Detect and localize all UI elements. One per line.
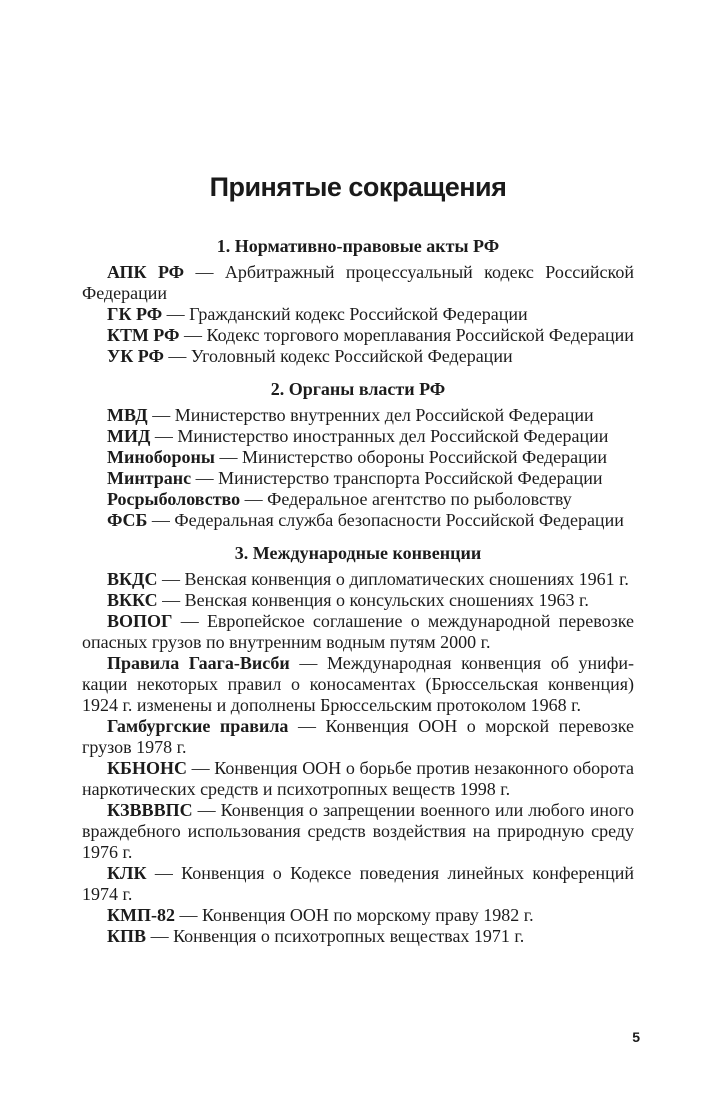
abbreviation-definition: Конвенция ООН по морскому праву 1982 г.	[202, 905, 534, 925]
abbreviation-definition: Венская конвенция о консульских сношениях 1963 г.	[184, 590, 589, 610]
abbreviation-entry	[82, 262, 634, 304]
em-dash: —	[168, 346, 187, 366]
em-dash: —	[195, 468, 214, 488]
em-dash: —	[180, 611, 199, 631]
abbreviation-definition: Министерство обороны Российской Федерации	[241, 447, 608, 467]
em-dash: —	[195, 262, 214, 282]
abbreviation-entry	[82, 653, 634, 716]
section-heading: 1. Нормативно-правовые акты РФ	[216, 236, 500, 256]
abbreviation-entry	[82, 758, 634, 800]
em-dash: —	[166, 304, 185, 324]
abbreviations-list	[82, 236, 634, 947]
abbreviation-term: ВККС	[107, 590, 158, 610]
page-number: 5	[632, 1029, 640, 1045]
abbreviation-entry	[82, 569, 634, 590]
abbreviation-definition: Министерство внутренних дел Российской Федерации	[174, 405, 594, 425]
em-dash: —	[150, 926, 169, 946]
abbreviation-term: КПВ	[107, 926, 147, 946]
abbreviation-entry	[82, 863, 634, 905]
abbreviation-term: ВОПОГ	[107, 611, 173, 631]
abbreviation-entry	[82, 905, 634, 926]
abbreviation-entry	[82, 510, 634, 531]
page-title: Принятые сокращения	[209, 172, 507, 202]
abbreviation-definition: Венская конвенция о дипломатических сношениях 1961 г.	[184, 569, 629, 589]
em-dash: —	[197, 800, 216, 820]
abbreviation-definition: Гражданский кодекс Российской Федерации	[189, 304, 528, 324]
abbreviation-term: КЗВВВПС	[107, 800, 193, 820]
abbreviation-term: Минобороны	[107, 447, 215, 467]
em-dash: —	[152, 405, 171, 425]
abbreviation-entry	[82, 926, 634, 947]
section	[82, 379, 634, 531]
abbreviation-term: Правила Гаага-Висби	[107, 653, 290, 673]
abbreviation-entry	[82, 468, 634, 489]
abbreviation-term: ГК РФ	[107, 304, 163, 324]
abbreviation-term: ФСБ	[107, 510, 148, 530]
em-dash: —	[183, 325, 202, 345]
section-heading: 3. Международные конвенции	[234, 543, 482, 563]
abbreviation-entry	[82, 611, 634, 653]
section	[82, 236, 634, 367]
em-dash: —	[297, 716, 316, 736]
abbreviation-entry	[82, 304, 634, 325]
em-dash: —	[161, 569, 180, 589]
abbreviation-entry	[82, 325, 634, 346]
abbreviation-term: УК РФ	[107, 346, 164, 366]
abbreviation-definition: Министерство иностранных дел Российской Федерации	[177, 426, 609, 446]
em-dash: —	[154, 426, 173, 446]
abbreviation-definition: Конвенция о запрещении военного или любого иного враждебного использования средств воздействия на природную среду 1976 г.	[82, 800, 634, 862]
abbreviation-entry	[82, 426, 634, 447]
abbreviation-term: АПК РФ	[107, 262, 185, 282]
abbreviation-definition: Европейское соглашение о международной перевозке опасных грузов по внутренним водным путям 2000 г.	[82, 611, 635, 652]
abbreviation-term: Росрыболовство	[107, 489, 241, 509]
abbreviation-definition: Министерство транспорта Российской Федерации	[218, 468, 603, 488]
em-dash: —	[162, 590, 181, 610]
em-dash: —	[219, 447, 238, 467]
em-dash: —	[299, 653, 318, 673]
abbreviation-term: КМП-82	[107, 905, 176, 925]
abbreviation-term: Гамбургские правила	[107, 716, 289, 736]
em-dash: —	[179, 905, 198, 925]
abbreviation-term: МВД	[107, 405, 148, 425]
abbreviation-definition: Уголовный кодекс Российской Федерации	[190, 346, 513, 366]
em-dash: —	[154, 863, 173, 883]
abbreviation-definition: Арбитражный процессуальный кодекс Российской Федерации	[82, 262, 634, 303]
abbreviation-definition: Международная конвенция об унификации некоторых правил о коносаментах (Брюссельская конвенция) 1924 г. изменены и дополнены Брюссельским протоколом 1968 г.	[82, 653, 635, 715]
abbreviation-definition: Конвенция ООН о борьбе против незаконного оборота наркотических средств и психотропных веществ 1998 г.	[82, 758, 634, 799]
text-column	[82, 0, 634, 947]
abbreviation-entry	[82, 800, 634, 863]
abbreviation-entry	[82, 447, 634, 468]
abbreviation-definition: Федеральное агентство по рыболовству	[267, 489, 572, 509]
section-heading: 2. Органы власти РФ	[270, 379, 446, 399]
abbreviation-definition: Конвенция о психотропных веществах 1971 г.	[173, 926, 525, 946]
abbreviation-term: КЛК	[107, 863, 147, 883]
abbreviation-term: КБНОНС	[107, 758, 187, 778]
abbreviation-definition: Федеральная служба безопасности Российской Федерации	[174, 510, 624, 530]
abbreviation-entry	[82, 590, 634, 611]
abbreviation-definition: Конвенция ООН о морской перевозке грузов 1978 г.	[82, 716, 635, 757]
em-dash: —	[151, 510, 170, 530]
abbreviation-term: Минтранс	[107, 468, 192, 488]
abbreviation-term: ВКДС	[107, 569, 158, 589]
abbreviation-definition: Кодекс торгового мореплавания Российской Федерации	[206, 325, 634, 345]
em-dash: —	[191, 758, 210, 778]
abbreviation-entry	[82, 405, 634, 426]
abbreviation-term: КТМ РФ	[107, 325, 180, 345]
abbreviation-entry	[82, 489, 634, 510]
abbreviation-entry	[82, 346, 634, 367]
abbreviation-definition: Конвенция о Кодексе поведения линейных конференций 1974 г.	[82, 863, 635, 904]
abbreviation-entry	[82, 716, 634, 758]
em-dash: —	[244, 489, 263, 509]
abbreviation-term: МИД	[107, 426, 151, 446]
section	[82, 543, 634, 947]
